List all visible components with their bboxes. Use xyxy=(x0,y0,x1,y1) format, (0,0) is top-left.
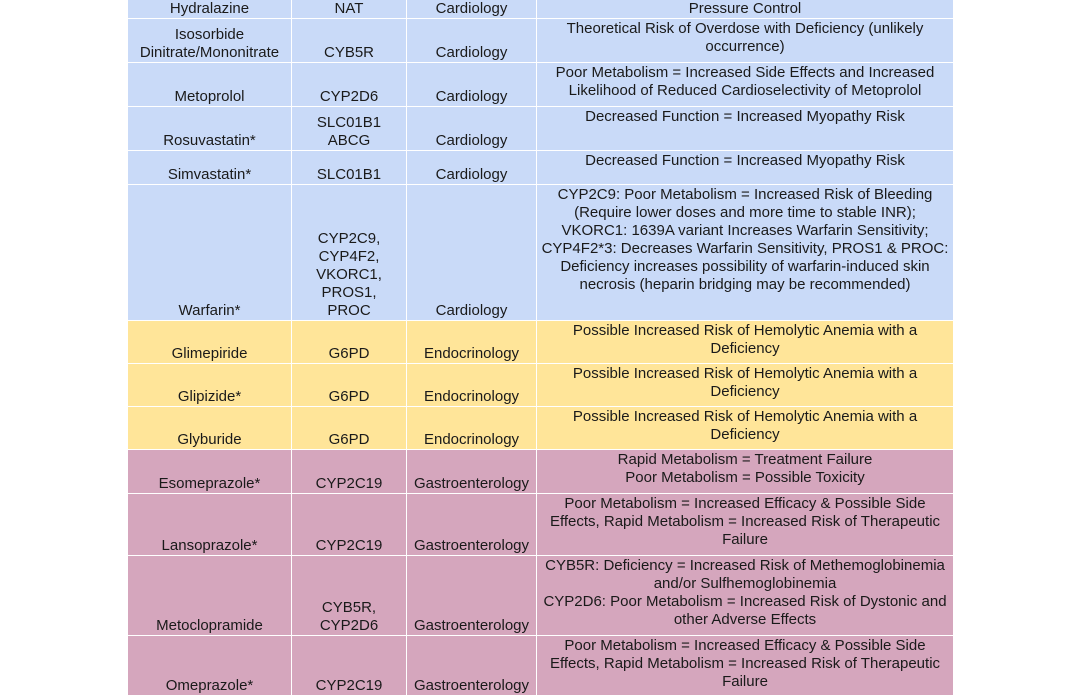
effect-cell xyxy=(537,494,954,556)
gene-line: CYP4F2, xyxy=(318,248,380,265)
gene-line: VKORC1, xyxy=(316,266,382,283)
effect-cell xyxy=(537,19,954,63)
effect-line: Decreased Function = Increased Myopathy Risk xyxy=(585,152,905,169)
drug-cell: Simvastatin* xyxy=(128,151,292,185)
gene-cell xyxy=(292,494,407,556)
drug-cell: Rosuvastatin* xyxy=(128,107,292,151)
gene-line: CYP2C19 xyxy=(315,475,383,492)
effect-cell xyxy=(537,407,954,450)
effect-line: Poor Metabolism = Possible Toxicity xyxy=(625,469,865,486)
effect-line: Possible Increased Risk of Hemolytic Anemia with a Deficiency xyxy=(572,365,918,400)
drug-cell: Glyburide xyxy=(128,407,292,450)
table-row xyxy=(128,407,954,450)
gene-cell xyxy=(292,407,407,450)
gene-cell xyxy=(292,450,407,494)
table-row xyxy=(128,494,954,556)
drug-cell: Glipizide* xyxy=(128,364,292,407)
gene-cell xyxy=(292,63,407,107)
drug-cell: Glimepiride xyxy=(128,321,292,364)
gene-line: CYB5R xyxy=(323,44,375,61)
effect-cell xyxy=(537,107,954,151)
gene-line: G6PD xyxy=(328,345,370,362)
gene-line: CYB5R, xyxy=(321,599,377,616)
table-row xyxy=(128,364,954,407)
effect-cell xyxy=(537,321,954,364)
table-row xyxy=(128,63,954,107)
gene-line: CYP2D6 xyxy=(319,88,379,105)
gene-cell xyxy=(292,185,407,321)
effect-cell xyxy=(537,0,954,19)
effect-cell xyxy=(537,364,954,407)
gene-line: PROS1, xyxy=(321,284,377,301)
effect-line: Possible Increased Risk of Hemolytic Anemia with a Deficiency xyxy=(572,322,918,357)
effect-cell xyxy=(537,636,954,696)
drug-gene-table-page xyxy=(127,0,953,696)
gene-cell xyxy=(292,636,407,696)
gene-line: SLC01B1 xyxy=(316,114,382,131)
drug-cell: Isosorbide Dinitrate/Mononitrate xyxy=(128,19,292,63)
table-row xyxy=(128,636,954,696)
gene-line: G6PD xyxy=(328,388,370,405)
gene-cell xyxy=(292,19,407,63)
effect-line: Possible Increased Risk of Hemolytic Anemia with a Deficiency xyxy=(572,408,918,443)
gene-line: NAT xyxy=(334,0,364,17)
effect-line: Poor Metabolism = Increased Efficacy & Possible Side Effects, Rapid Metabolism = Increased Risk of Therapeutic Failure xyxy=(549,495,941,548)
table-row xyxy=(128,321,954,364)
effect-line: Pressure Control xyxy=(688,0,802,17)
drug-cell: Warfarin* xyxy=(128,185,292,321)
effect-cell xyxy=(537,151,954,185)
gene-line: CYP2C9, xyxy=(317,230,381,247)
gene-line: CYP2C19 xyxy=(315,537,383,554)
specialty-cell: Cardiology xyxy=(407,107,537,151)
specialty-cell: Cardiology xyxy=(407,19,537,63)
drug-cell: Lansoprazole* xyxy=(128,494,292,556)
effect-line: Rapid Metabolism = Treatment Failure xyxy=(617,451,873,468)
gene-line: CYP2C19 xyxy=(315,677,383,694)
effect-cell xyxy=(537,450,954,494)
table-row xyxy=(128,0,954,19)
effect-line: CYB5R: Deficiency = Increased Risk of Methemoglobinemia and/or Sulfhemoglobinemia xyxy=(545,557,945,592)
specialty-cell: Cardiology xyxy=(407,63,537,107)
table-row xyxy=(128,151,954,185)
gene-cell xyxy=(292,364,407,407)
gene-line: G6PD xyxy=(328,431,370,448)
drug-cell: Metoprolol xyxy=(128,63,292,107)
specialty-cell: Endocrinology xyxy=(407,364,537,407)
specialty-cell: Endocrinology xyxy=(407,321,537,364)
effect-line: Poor Metabolism = Increased Efficacy & Possible Side Effects, Rapid Metabolism = Increased Risk of Therapeutic Failure xyxy=(549,637,941,690)
table-row xyxy=(128,19,954,63)
table-body xyxy=(128,0,954,696)
gene-cell xyxy=(292,556,407,636)
effect-line: Decreased Function = Increased Myopathy Risk xyxy=(585,108,905,125)
gene-line: SLC01B1 xyxy=(316,166,382,183)
drug-cell: Hydralazine xyxy=(128,0,292,19)
effect-cell xyxy=(537,63,954,107)
drug-gene-table xyxy=(127,0,954,696)
drug-cell: Esomeprazole* xyxy=(128,450,292,494)
gene-cell xyxy=(292,0,407,19)
specialty-cell: Gastroenterology xyxy=(407,450,537,494)
specialty-cell: Gastroenterology xyxy=(407,494,537,556)
effect-line: CYP2D6: Poor Metabolism = Increased Risk of Dystonic and other Adverse Effects xyxy=(543,593,947,628)
gene-cell xyxy=(292,151,407,185)
table-row xyxy=(128,556,954,636)
gene-cell xyxy=(292,321,407,364)
gene-line: ABCG xyxy=(327,132,371,149)
effect-cell xyxy=(537,185,954,321)
effect-line: CYP2C9: Poor Metabolism = Increased Risk of Bleeding (Require lower doses and more time to stable INR); VKORC1: 1639A variant Increases Warfarin Sensitivity; CYP4F2*3: Decreases Warfarin Sensitivity, PROS1 & PROC: Deficiency increases possibility of warfarin-induced skin necrosis (heparin bridging may be recommended) xyxy=(541,186,949,293)
table-row xyxy=(128,107,954,151)
table-row xyxy=(128,185,954,321)
effect-line: Poor Metabolism = Increased Side Effects and Increased Likelihood of Reduced Cardioselectivity of Metoprolol xyxy=(555,64,935,99)
gene-cell xyxy=(292,107,407,151)
effect-cell xyxy=(537,556,954,636)
table-row xyxy=(128,450,954,494)
specialty-cell: Cardiology xyxy=(407,151,537,185)
specialty-cell: Cardiology xyxy=(407,185,537,321)
specialty-cell: Endocrinology xyxy=(407,407,537,450)
specialty-cell: Cardiology xyxy=(407,0,537,19)
specialty-cell: Gastroenterology xyxy=(407,636,537,696)
effect-line: Theoretical Risk of Overdose with Deficiency (unlikely occurrence) xyxy=(566,20,924,55)
drug-cell: Metoclopramide xyxy=(128,556,292,636)
drug-cell: Omeprazole* xyxy=(128,636,292,696)
gene-line: CYP2D6 xyxy=(319,617,379,634)
gene-line: PROC xyxy=(327,302,371,319)
specialty-cell: Gastroenterology xyxy=(407,556,537,636)
